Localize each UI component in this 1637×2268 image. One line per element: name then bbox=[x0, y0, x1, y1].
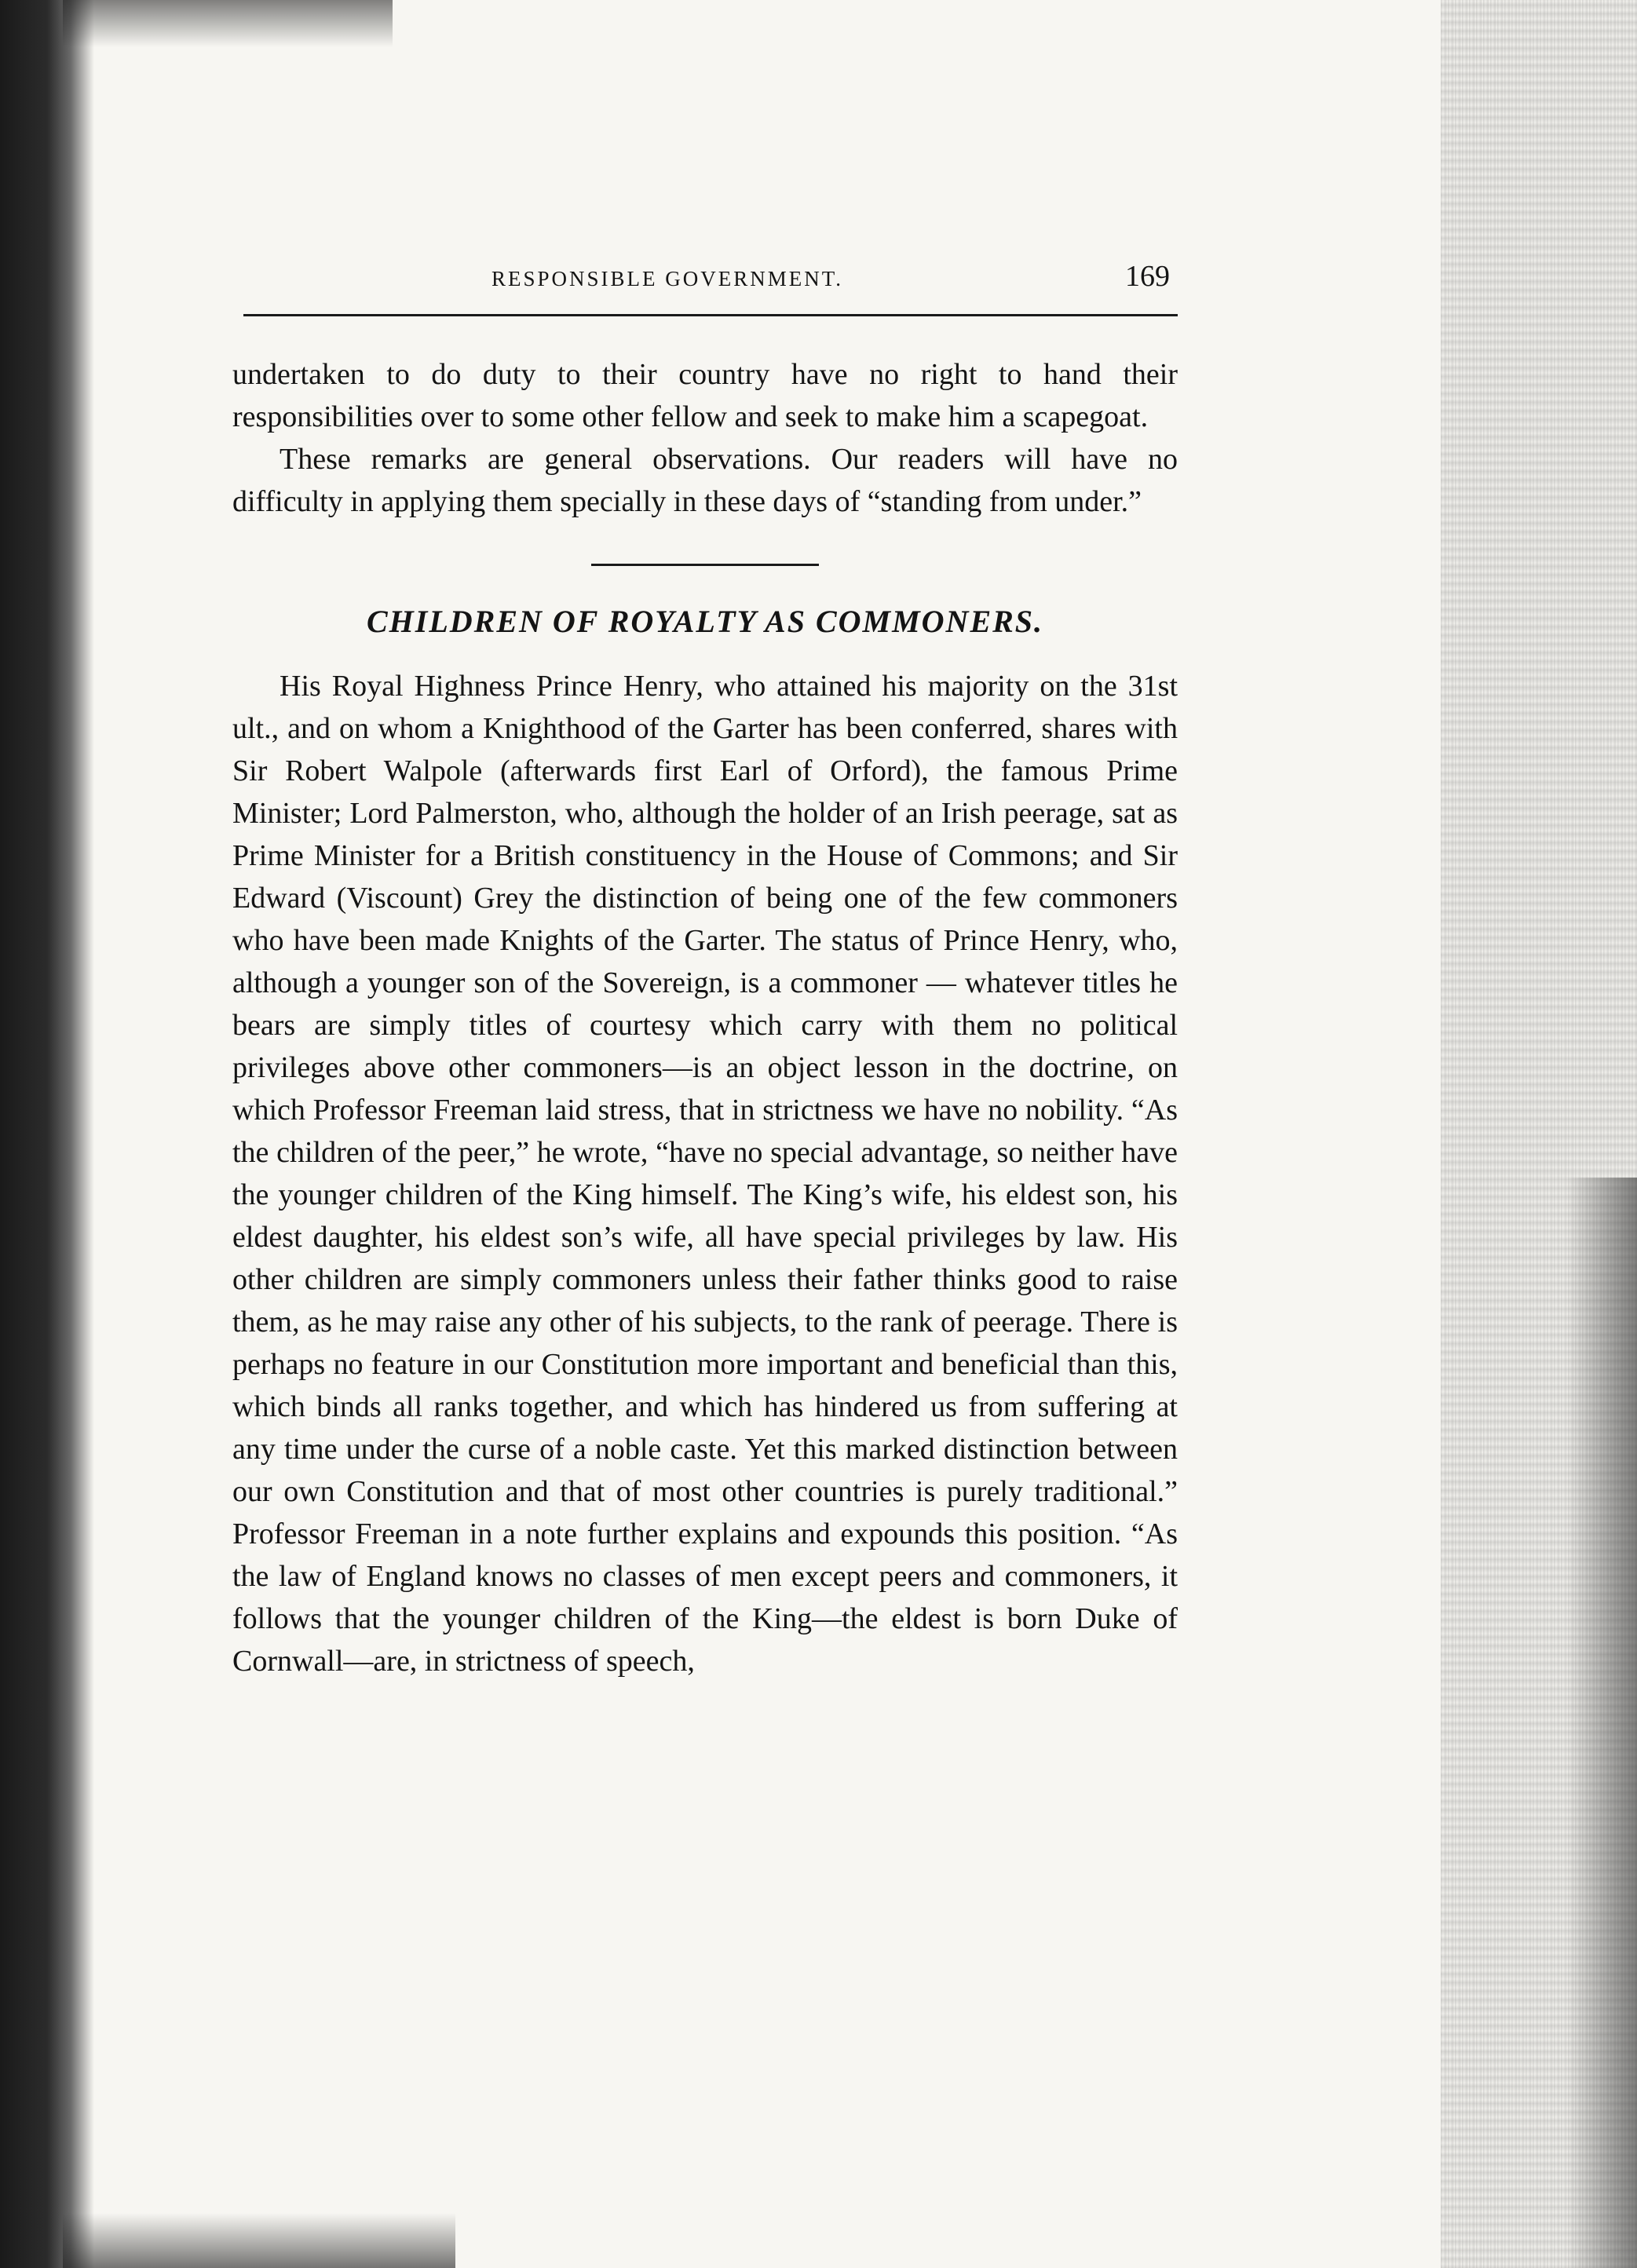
running-head bbox=[232, 259, 1178, 306]
scan-corner-bottom bbox=[63, 2213, 455, 2268]
scan-edge-left bbox=[0, 0, 94, 2268]
section-paragraph: His Royal Highness Prince Henry, who attained his majority on the 31st ult., and on whom a Knighthood of the Garter has been conferred, shares with Sir Robert Walpole (afterwards first Earl of Orford), the famous Prime Minister; Lord Palmerston, who, although the holder of an Irish peerage, sat as Prime Minister for a British constituency in the House of Commons; and Sir Edward (Viscount) Grey the distinction of being one of the few commoners who have been made Knights of the Garter. The status of Prince Henry, who, although a younger son of the Sovereign, is a commoner — whatever titles he bears are simply titles of courtesy which carry with them no political privileges above other commoners—is an object lesson in the doctrine, on which Professor Freeman laid stress, that in strictness we have no nobility. “As the children of the peer,” he wrote, “have no special advantage, so neither have the younger children of the King himself. The King’s wife, his eldest son, his eldest daughter, his eldest son’s wife, all have special privileges by law. His other children are simply commoners unless their father thinks good to raise them, as he may raise any other of his subjects, to the rank of peerage. There is perhaps no feature in our Constitution more important and beneficial than this, which binds all ranks together, and which has hindered us from suffering at any time under the curse of a noble caste. Yet this marked distinction between our own Constitution and that of most other countries is purely traditional.” Professor Freeman in a note further explains and expounds this position. “As the law of England knows no classes of men except peers and commoners, it follows that the younger children of the King—the eldest is born Duke of Cornwall—are, in strictness of speech, bbox=[232, 670, 1178, 1678]
running-title: RESPONSIBLE GOVERNMENT. bbox=[491, 267, 844, 290]
header-rule bbox=[243, 314, 1178, 316]
section-title: CHILDREN OF ROYALTY AS COMMONERS. bbox=[366, 604, 1044, 639]
scan-corner-top bbox=[63, 0, 393, 47]
scan-edge-right-shadow bbox=[1566, 1178, 1637, 2268]
book-page bbox=[232, 259, 1178, 1678]
paragraph-continued: undertaken to do duty to their country have no right to hand their responsibilities over to some other fellow and seek to make him a scapegoat. bbox=[232, 358, 1178, 433]
page-number: 169 bbox=[1125, 260, 1170, 293]
body-text bbox=[232, 353, 1178, 1682]
section-divider bbox=[591, 564, 819, 566]
paragraph-remarks: These remarks are general observations. Our readers will have no difficulty in applying them specially in these days of “standing from under.” bbox=[232, 443, 1178, 518]
